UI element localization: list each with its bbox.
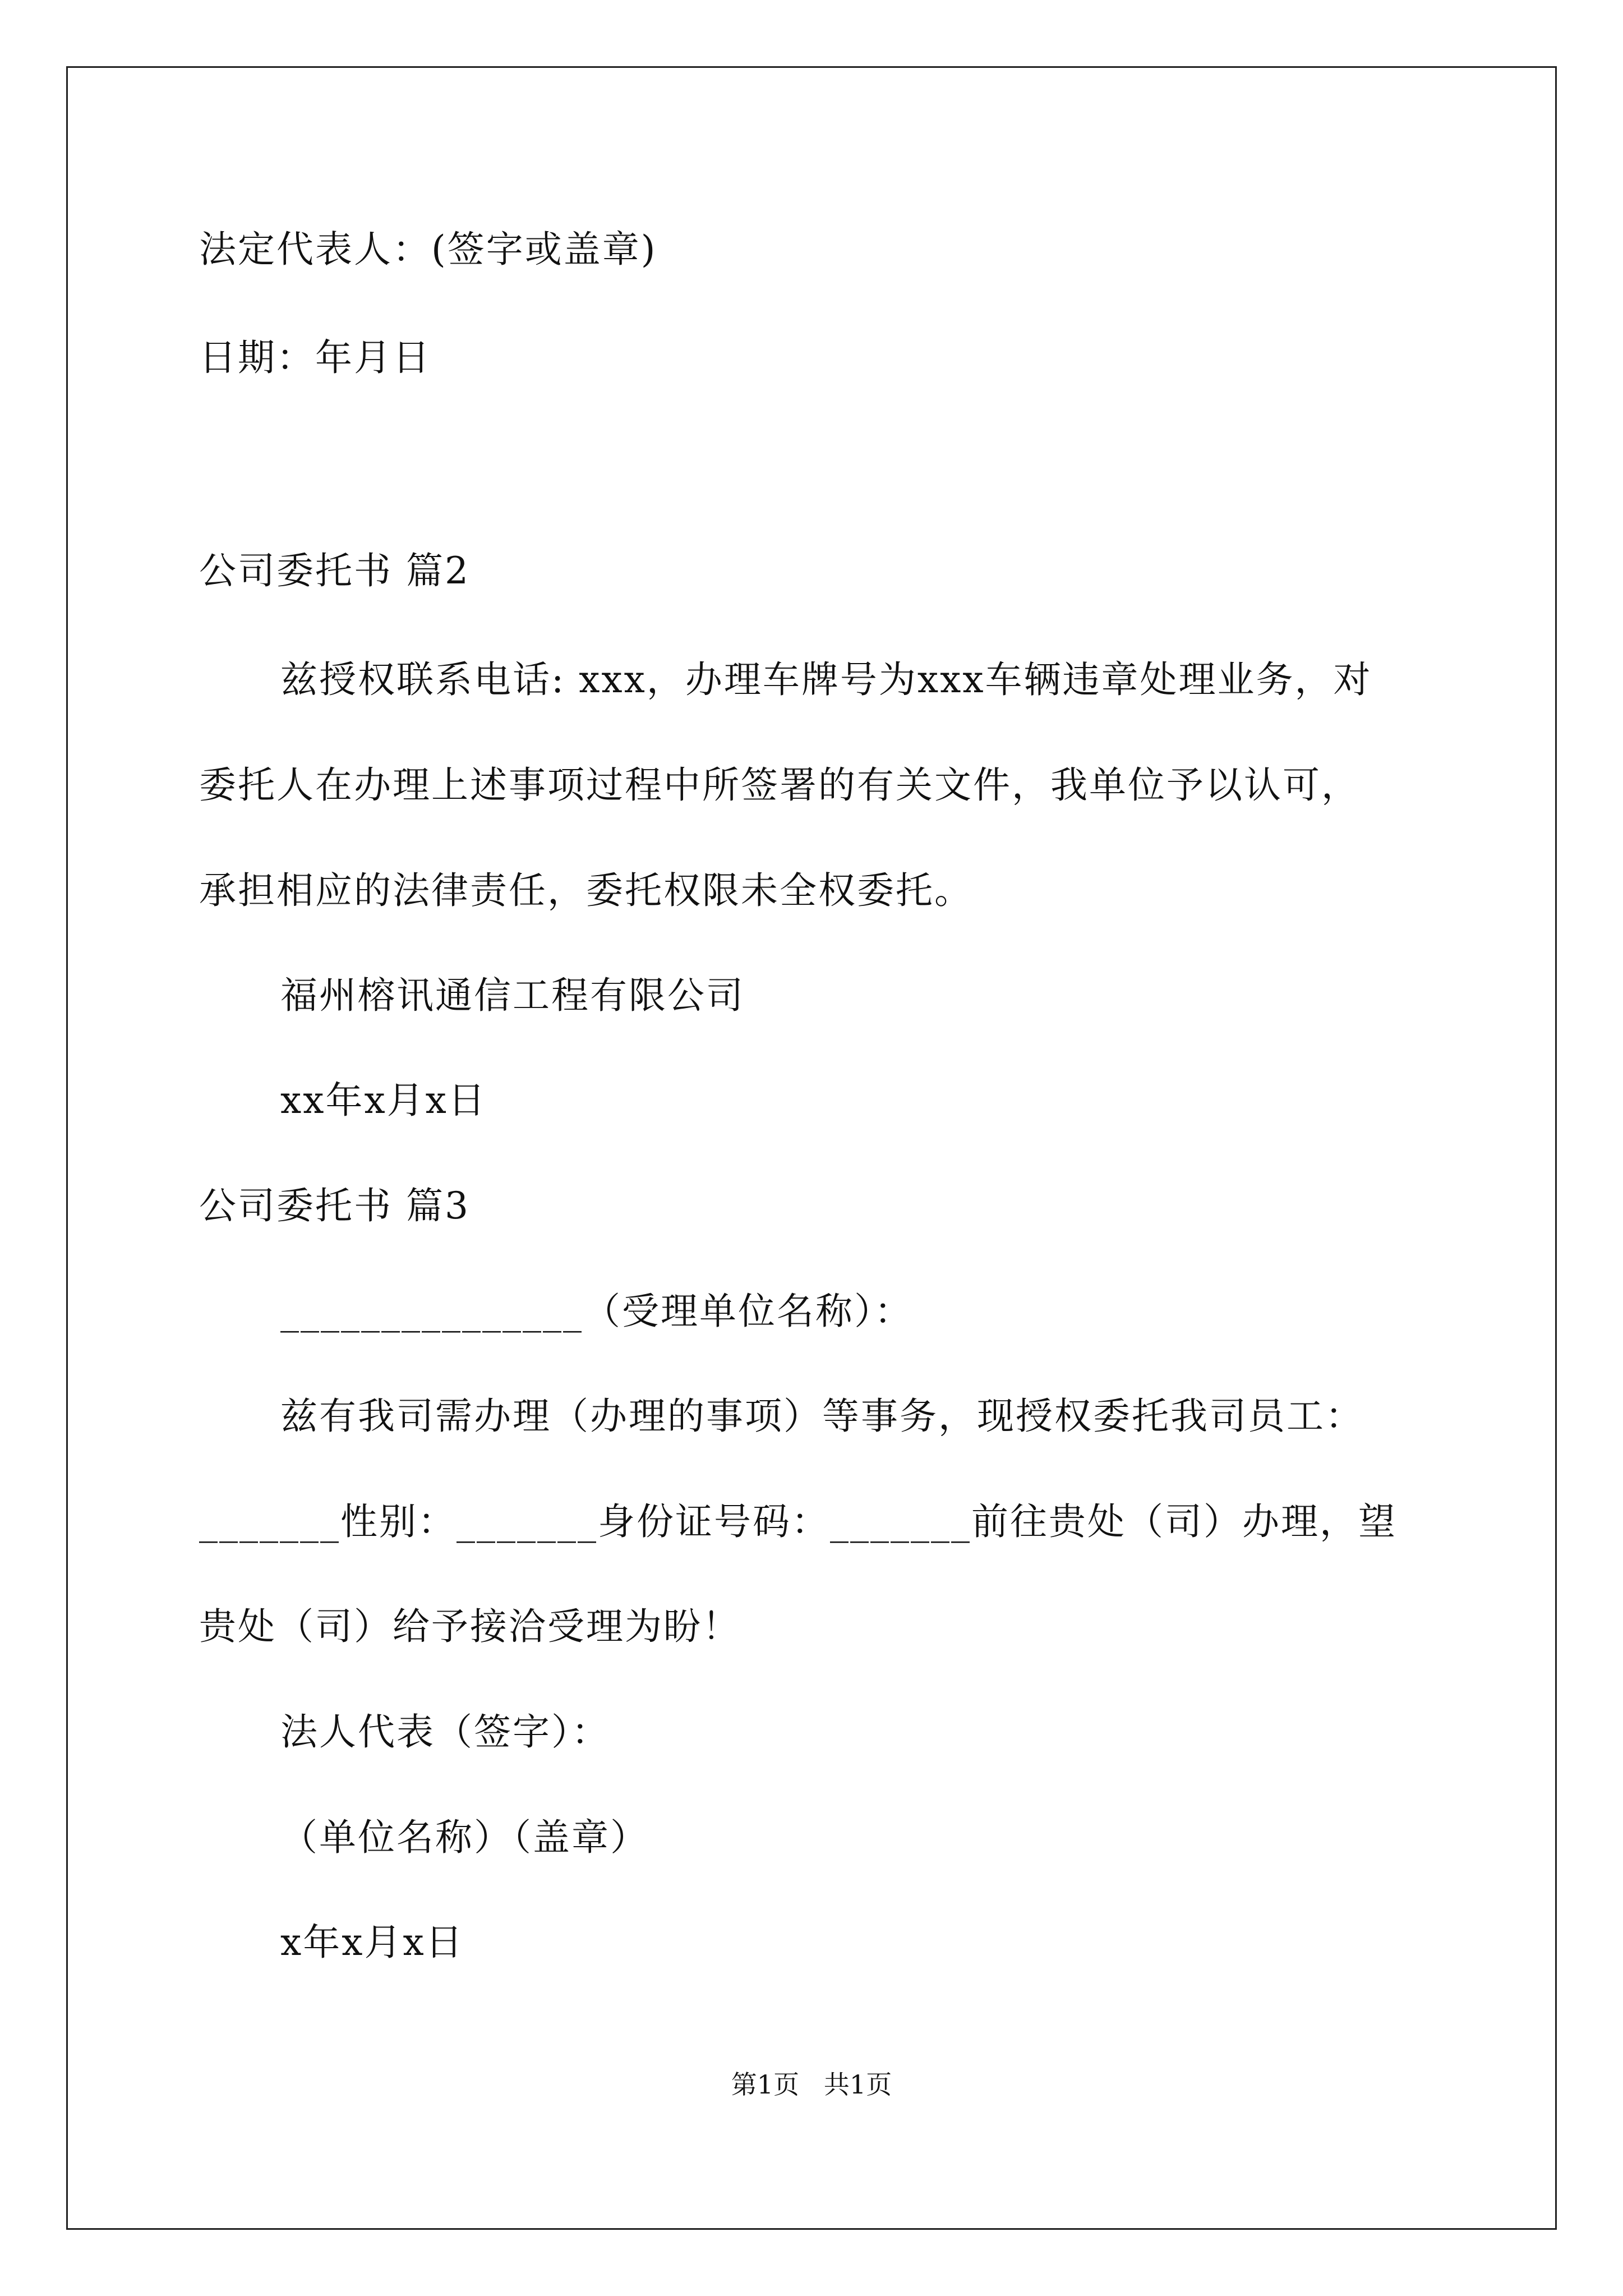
paragraph-line: 兹授权联系电话: xxx，办理车牌号为xxx车辆违章处理业务，对	[280, 658, 1372, 701]
page-border	[66, 66, 1557, 2230]
recipient-line: _______________（受理单位名称）：	[280, 1290, 913, 1333]
legal-rep-signature-line: 法人代表（签字）：	[280, 1710, 610, 1754]
section-heading-3: 公司委托书 篇3	[199, 1184, 470, 1227]
date-line: xx年x月x日	[280, 1079, 487, 1122]
date-line: x年x月x日	[280, 1921, 464, 1964]
section-heading-2: 公司委托书 篇2	[199, 549, 470, 592]
company-name: 福州榕讯通信工程有限公司	[280, 974, 745, 1017]
paragraph-line: 承担相应的法律责任，委托权限未全权委托。	[199, 869, 973, 912]
paragraph-line: 贵处（司）给予接洽受理为盼！	[199, 1605, 741, 1648]
date-line: 日期：年月日	[199, 336, 431, 379]
page-number-footer: 第1页 共1页	[731, 2069, 892, 2100]
paragraph-line: 委托人在办理上述事项过程中所签署的有关文件，我单位予以认可，	[199, 763, 1360, 807]
paragraph-line: 兹有我司需办理（办理的事项）等事务，现授权委托我司员工：	[280, 1395, 1364, 1438]
unit-seal-line: （单位名称）（盖章）	[280, 1816, 649, 1859]
paragraph-line: _______性别：_______身份证号码：_______前往贵处（司）办理，望	[199, 1500, 1397, 1543]
legal-rep-signature-line: 法定代表人：(签字或盖章)	[199, 228, 657, 271]
